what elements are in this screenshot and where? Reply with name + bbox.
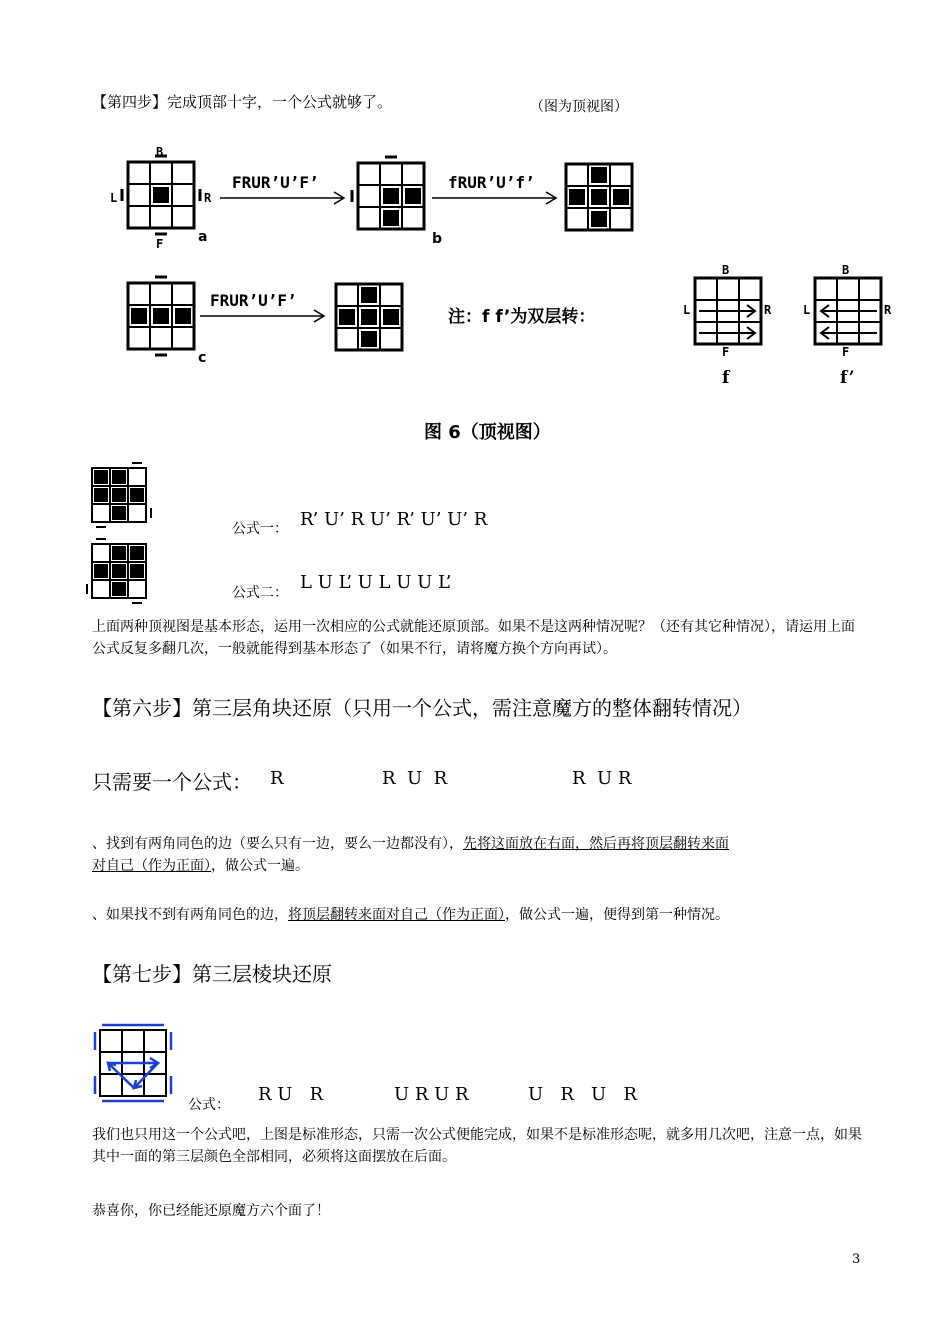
- face-label-b: B: [156, 145, 164, 159]
- face-label-r: R: [764, 303, 772, 317]
- formula-ab: FRUR’U’F’: [232, 173, 319, 192]
- f-prime-turn-diagram: [800, 262, 900, 362]
- step6-item-2: [92, 904, 892, 926]
- step6-item1-underline-2: 对自己（作为正面）: [92, 858, 211, 874]
- step6-item1-text-1: 、找到有两角同色的边（要么只有一边，要么一边都没有），: [92, 836, 463, 852]
- step5-paragraph: 上面两种顶视图是基本形态，运用一次相应的公式就能还原顶部。如果不是这两种情况呢？（还有其它种情况），请运用上面公式反复多翻几次，一般就能得到基本形态了（如果不行，请将魔方换个方向再试）。: [92, 619, 855, 657]
- diagram-a-letter: a: [198, 229, 208, 245]
- step6-title: 【第六步】第三层角块还原（只用一个公式，需注意魔方的整体翻转情况）: [92, 696, 752, 720]
- step6-item2-underline: 将顶层翻转来面对自己（作为正面）: [288, 907, 505, 923]
- formula-c: FRUR’U’F’: [210, 291, 297, 310]
- step6-formula-part-3: R U R: [572, 768, 632, 789]
- arrow-a-b: [220, 170, 350, 210]
- diagram-c: [120, 275, 200, 361]
- step7-formula-part-3: U R U R: [528, 1084, 637, 1105]
- arrow-c-cross: [200, 288, 330, 328]
- formula-bc: fRUR’U’f’: [448, 173, 535, 192]
- face-label-b: B: [842, 263, 850, 277]
- step6-item-1: [92, 833, 864, 877]
- formula1-label: 公式一：: [232, 521, 288, 537]
- face-label-f: F: [722, 345, 730, 359]
- figure-caption: 图 6（顶视图）: [424, 422, 551, 443]
- f-label: f: [722, 368, 730, 388]
- face-label-l: L: [803, 303, 811, 317]
- step4-view-note: （图为顶视图）: [530, 99, 628, 115]
- face-label-l: L: [683, 303, 691, 317]
- top-view-case-2: [88, 538, 152, 602]
- top-view-case-1: [88, 462, 152, 526]
- face-label-r: R: [884, 303, 892, 317]
- diagram-b-letter: b: [432, 231, 443, 247]
- face-label-l: L: [110, 191, 118, 205]
- formula1: R’ U’ R U’ R’ U’ U’ R: [300, 509, 488, 530]
- step6-item1-text-2: ，做公式一遍。: [211, 858, 309, 874]
- step7-paragraph: 我们也只用这一个公式吧，上图是标准形态，只需一次公式便能完成，如果不是标准形态呢，就多用几次吧，注意一点，如果其中一面的第三层颜色全部相同，必须将这面摆放在后面。: [92, 1127, 862, 1165]
- f-turn-diagram: [680, 262, 780, 362]
- step6-item2-text-2: ，做公式一遍，便得到第一种情况。: [505, 907, 729, 923]
- step7-title: 【第七步】第三层棱块还原: [92, 962, 332, 986]
- step6-formula-label: 只需要一个公式：: [92, 770, 252, 794]
- diagram-cross-2: [332, 280, 408, 356]
- step6-formula-part-1: R: [270, 768, 284, 789]
- diagram-b: [350, 155, 430, 235]
- congrats-text: 恭喜你，你已经能还原魔方六个面了！: [92, 1203, 330, 1219]
- step6-item1-underline-1: 先将这面放在右面，然后再将顶层翻转来面: [463, 836, 729, 852]
- face-label-f: F: [156, 237, 164, 251]
- step6-item2-text-1: 、如果找不到有两角同色的边，: [92, 907, 288, 923]
- edge-cycle-diagram: [92, 1022, 172, 1102]
- formula2: L U L’ U L U U L’: [300, 572, 452, 593]
- step6-formula-part-2: R U R: [382, 768, 448, 789]
- arrow-b-c: [432, 170, 562, 210]
- formula2-label: 公式二：: [232, 585, 288, 601]
- step4-title: 【第四步】完成顶部十字，一个公式就够了。: [92, 93, 393, 111]
- step7-formula-part-1: R U R: [258, 1084, 324, 1105]
- diagram-cross: [562, 160, 638, 236]
- face-label-b: B: [722, 263, 730, 277]
- step7-formula-part-2: U R U R: [394, 1084, 469, 1105]
- face-label-r: R: [204, 191, 212, 205]
- f-prime-label: f’: [840, 368, 855, 388]
- double-layer-note: 注：f f’为双层转：: [448, 307, 596, 327]
- face-label-f: F: [842, 345, 850, 359]
- page-number: 3: [852, 1252, 861, 1267]
- diagram-c-letter: c: [198, 350, 207, 366]
- step7-formula-label: 公式：: [188, 1097, 230, 1113]
